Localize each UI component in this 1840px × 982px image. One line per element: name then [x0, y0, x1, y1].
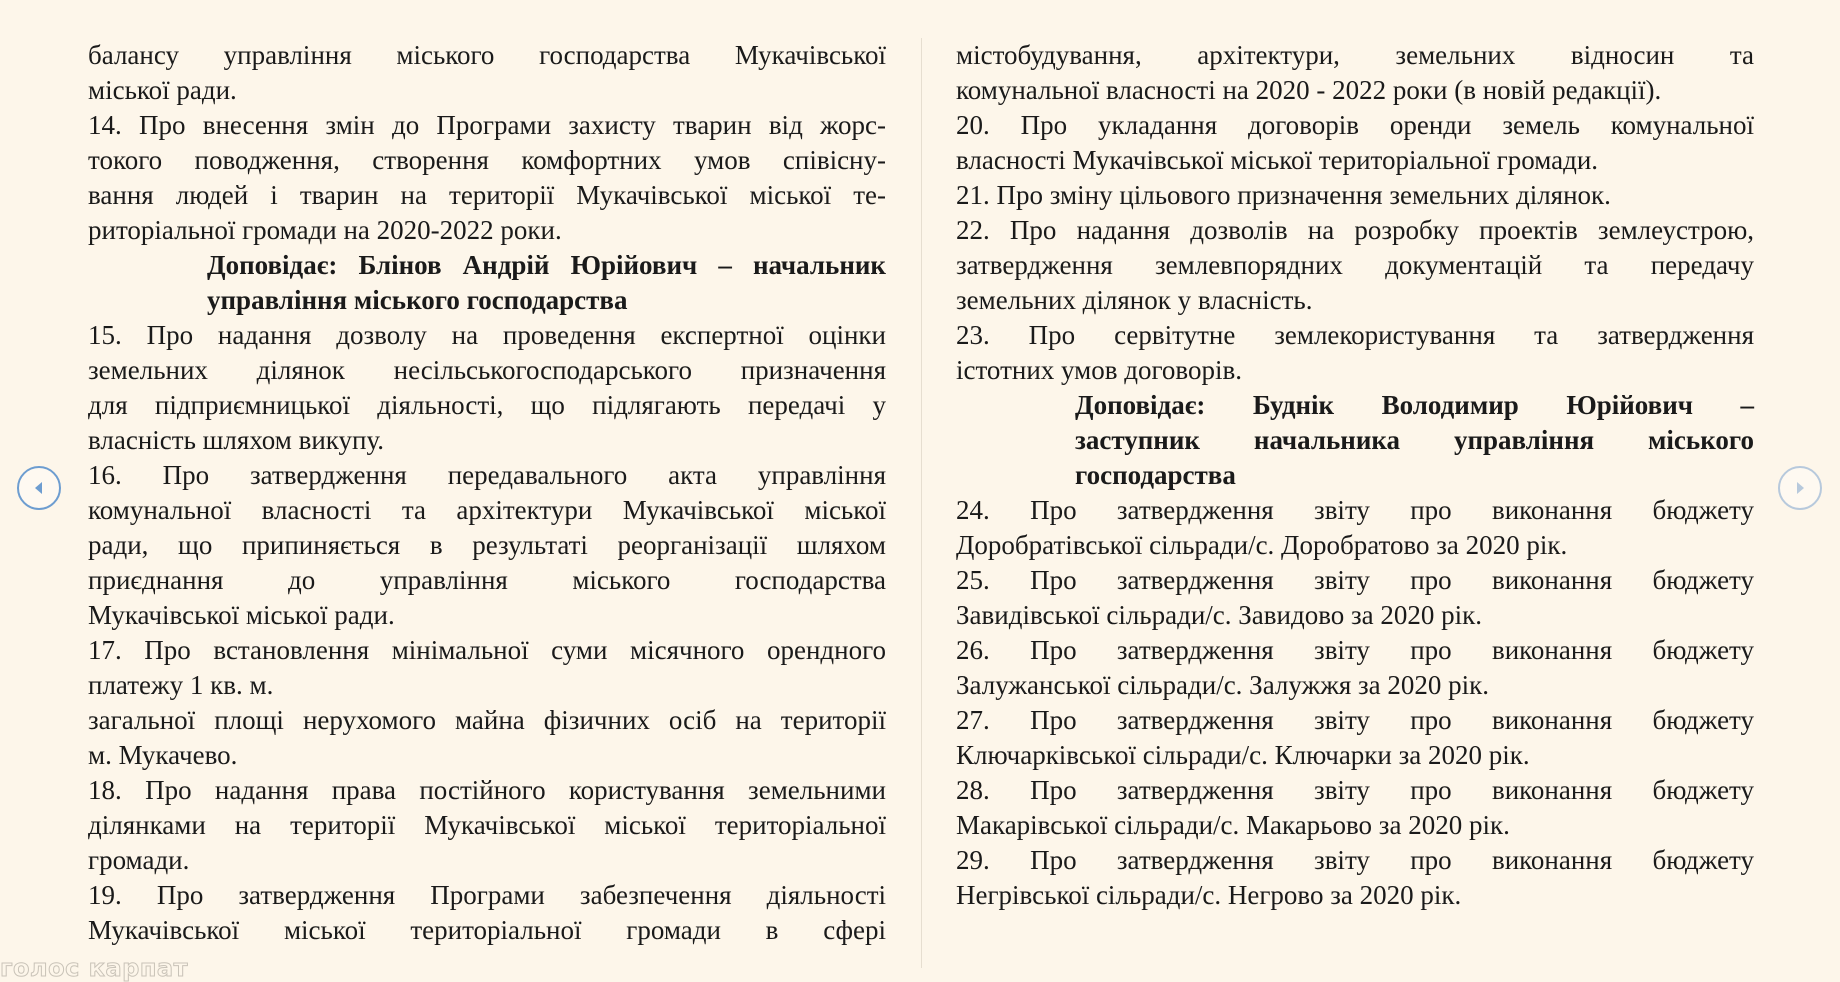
text-line: власність шляхом викупу.	[88, 425, 385, 455]
agenda-item-19: 19. Про затвердження Програми забезпечення діяльності	[88, 880, 886, 910]
text-line: Негрівської сільради/с. Негрово за 2020 рік.	[956, 880, 1462, 910]
text-line: м. Мукачево.	[88, 740, 238, 770]
left-column	[88, 38, 886, 948]
agenda-item-18: 18. Про надання права постійного користування земельними	[88, 775, 886, 805]
text-line: Макарівської сільради/с. Макарьово за 2020 рік.	[956, 810, 1510, 840]
agenda-item-23: 23. Про сервітутне землекористування та затвердження	[956, 320, 1754, 350]
agenda-item-15: 15. Про надання дозволу на проведення експертної оцінки	[88, 320, 886, 350]
speaker-line: господарства	[1075, 460, 1236, 490]
speaker-line: Доповідає: Буднік Володимир Юрійович –	[1075, 390, 1754, 420]
agenda-item-26: 26. Про затвердження звіту про виконання бюджету	[956, 635, 1754, 665]
text-line: затвердження землевпорядних документацій та передачу	[956, 250, 1754, 280]
document-page	[88, 38, 1754, 968]
text-line: Ключарківської сільради/с. Ключарки за 2020 рік.	[956, 740, 1530, 770]
text-line: балансу управління міського господарства Мукачівської	[88, 40, 886, 70]
agenda-item-27: 27. Про затвердження звіту про виконання бюджету	[956, 705, 1754, 735]
text-line: загальної площі нерухомого майна фізичних осіб на території	[88, 705, 886, 735]
text-line: для підприємницької діяльності, що підлягають передачі у	[88, 390, 886, 420]
text-line: платежу 1 кв. м.	[88, 670, 274, 700]
text-line: приєднання до управління міського господарства	[88, 565, 886, 595]
text-line: ділянками на території Мукачівської міської територіальної	[88, 810, 886, 840]
text-line: токого поводження, створення комфортних умов співісну-	[88, 145, 886, 175]
text-line: ради, що припиняється в результаті реорганізації шляхом	[88, 530, 886, 560]
text-line: вання людей і тварин на території Мукачівської міської те-	[88, 180, 886, 210]
text-line: Завидівської сільради/с. Завидово за 2020 рік.	[956, 600, 1483, 630]
text-line: Залужанської сільради/с. Залужжя за 2020 рік.	[956, 670, 1490, 700]
speaker-line: управління міського господарства	[207, 285, 628, 315]
agenda-item-24: 24. Про затвердження звіту про виконання бюджету	[956, 495, 1754, 525]
speaker-line: заступник начальника управління міського	[1075, 425, 1754, 455]
text-line: істотних умов договорів.	[956, 355, 1242, 385]
agenda-item-25: 25. Про затвердження звіту про виконання бюджету	[956, 565, 1754, 595]
text-line: риторіальної громади на 2020-2022 роки.	[88, 215, 562, 245]
text-line: комунальної власності та архітектури Мукачівської міської	[88, 495, 886, 525]
agenda-item-14: 14. Про внесення змін до Програми захисту тварин від жорс-	[88, 110, 886, 140]
text-line: власності Мукачівської міської територіальної громади.	[956, 145, 1599, 175]
agenda-item-28: 28. Про затвердження звіту про виконання бюджету	[956, 775, 1754, 805]
text-line: містобудування, архітектури, земельних відносин та	[956, 40, 1754, 70]
text-line: земельних ділянок несільськогосподарського призначення	[88, 355, 886, 385]
agenda-item-17: 17. Про встановлення мінімальної суми місячного орендного	[88, 635, 886, 665]
next-page-button[interactable]	[1778, 466, 1822, 510]
text-line: громади.	[88, 845, 190, 875]
agenda-item-22: 22. Про надання дозволів на розробку проектів землеустрою,	[956, 215, 1754, 245]
text-line: міської ради.	[88, 75, 237, 105]
chevron-left-icon	[30, 479, 48, 497]
agenda-item-21: 21. Про зміну цільового призначення земельних ділянок.	[956, 180, 1611, 210]
right-column	[956, 38, 1754, 913]
text-line: земельних ділянок у власність.	[956, 285, 1313, 315]
text-line: комунальної власності на 2020 - 2022 роки (в новій редакції).	[956, 75, 1662, 105]
column-divider	[921, 38, 922, 968]
prev-page-button[interactable]	[17, 466, 61, 510]
speaker-line: Доповідає: Блінов Андрій Юрійович – начальник	[207, 250, 886, 280]
text-line: Мукачівської міської територіальної громади в сфері	[88, 915, 886, 945]
chevron-right-icon	[1791, 479, 1809, 497]
agenda-item-29: 29. Про затвердження звіту про виконання бюджету	[956, 845, 1754, 875]
watermark-logo: голос карпат	[0, 954, 189, 982]
agenda-item-20: 20. Про укладання договорів оренди земель комунальної	[956, 110, 1754, 140]
text-line: Доробратівської сільради/с. Доробратово за 2020 рік.	[956, 530, 1568, 560]
text-line: Мукачівської міської ради.	[88, 600, 395, 630]
agenda-item-16: 16. Про затвердження передавального акта управління	[88, 460, 886, 490]
